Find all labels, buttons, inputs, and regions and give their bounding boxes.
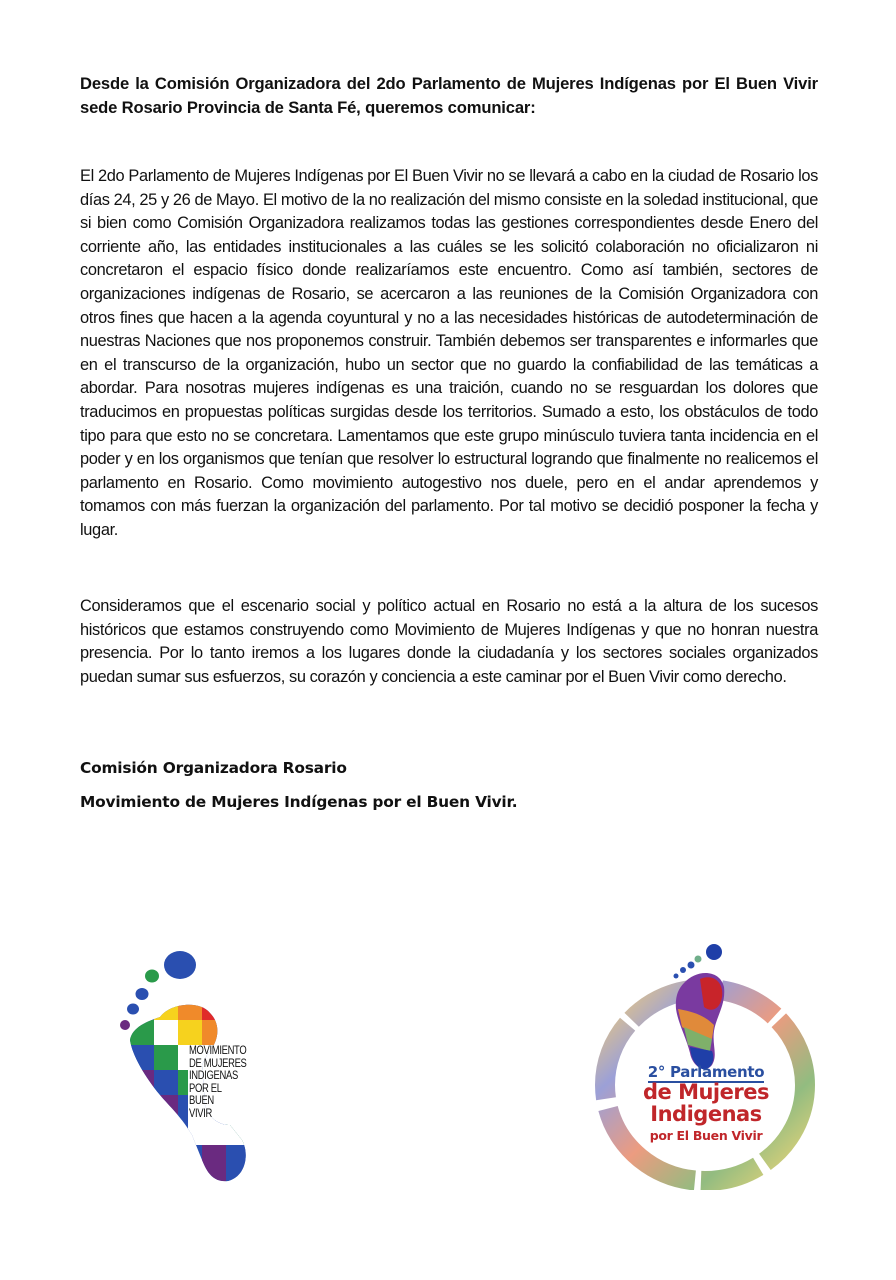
parlamento-subtitle-1: de Mujeres [643,1080,769,1104]
parlamento-logo [592,935,820,1190]
parlamento-title: 2° Parlamento [647,1063,765,1081]
toe-4 [127,1004,139,1015]
toe-4 [680,967,686,973]
toe-big [706,944,722,960]
toe-2 [695,956,702,963]
signature-line-2: Movimiento de Mujeres Indígenas por el Buen Vivir. [80,793,518,811]
toe-5 [674,974,679,979]
document-heading: Desde la Comisión Organizadora del 2do Parlamento de Mujeres Indígenas por El Buen Vivir sede Rosario Provincia de Santa Fé, queremos comunicar: [80,74,818,117]
toe-2 [145,970,159,983]
body-paragraph-1: El 2do Parlamento de Mujeres Indígenas por El Buen Vivir no se llevará a cabo en la ciudad de Rosario los días 24, 25 y 26 de Mayo. El motivo de la no realización del mismo consiste en la soledad institucional, que si bien como Comisión Organizadora realizamos todas las gestiones correspondientes desde Enero del corriente año, las entidades institucionales a las cuáles se les solicitó colaboración no oficializaron ni concretaron el espacio físico donde realizaríamos este encuentro. Como así también, sectores de organizaciones indígenas de Rosario, se acercaron a las reuniones de la Comisión Organizadora con otros fines que hacen a la agenda coyuntural y no a las necesidades históricas de autodeterminación de nuestras Naciones que nos proponemos construir. También debemos ser transparentes e informarles que en el transcurso de la organización, hubo un sector que no guardo la confiabilidad de las temáticas a abordar. Para nosotras mujeres indígenas es una traición, cuando no se resguardan los dolores que traducimos en propuestas políticas surgidas desde los territorios. Sumado a esto, los obstáculos de todo tipo para que esto no se concretara. Lamentamos que este grupo minúsculo tuviera tanta incidencia en el poder y en los organismos que tenían que resolver lo estructural logrando que finalmente no realicemos el parlamento en Rosario. Como movimiento autogestivo nos duele, pero en el andar aprendemos y tomamos con más fuerzan la organización del parlamento. Por tal motivo se decidió posponer la fecha y lugar. [80,167,818,539]
toe-5 [120,1020,130,1030]
toe-3 [688,962,695,969]
parlamento-subtitle-3: por El Buen Vivir [649,1128,763,1143]
signature-line-1: Comisión Organizadora Rosario [80,759,347,777]
movimiento-logo [110,945,275,1185]
body-paragraph-2: Consideramos que el escenario social y político actual en Rosario no está a la altura de los sucesos históricos que estamos construyendo como Movimiento de Mujeres Indígenas y que no honran nuestra presencia. Por lo tanto iremos a los lugares donde la ciudadanía y los sectores sociales organizados puedan sumar sus esfuerzos, su corazón y conciencia a este caminar por el Buen Vivir como derecho. [80,597,818,686]
parlamento-subtitle-2: Indigenas [650,1102,762,1126]
movimiento-logo-text: MOVIMIENTO DE MUJERES INDIGENAS POR EL BUEN VIVIR [189,1045,247,1120]
toe-3 [136,988,149,1000]
toe-big [164,951,196,979]
